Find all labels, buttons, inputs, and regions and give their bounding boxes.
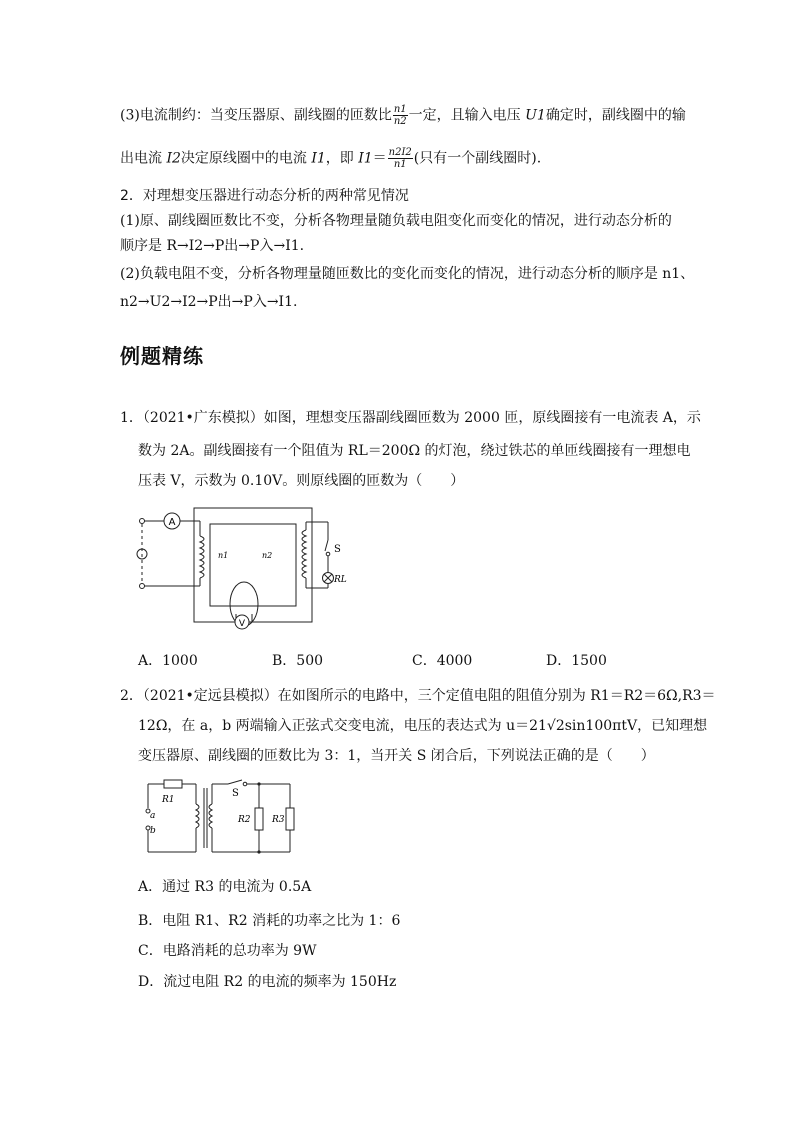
section2-item2-line2: n2→U2→I2→P出→P入→I1.: [120, 294, 298, 310]
section2-title: 2．对理想变压器进行动态分析的两种常见情况: [120, 188, 409, 204]
para3-line1: [120, 104, 686, 127]
text: ，即: [325, 150, 359, 167]
transformer-circuit-figure: [128, 500, 350, 636]
section2-item1-line1: (1)原、副线圈匝数比不变，分析各物理量随负载电阻变化而变化的情况，进行动态分析的: [120, 213, 672, 229]
text: 一定，且输入电压: [408, 107, 526, 124]
text: 决定原线圈中的电流: [180, 150, 312, 167]
q2-option-b[interactable]: B．电阻 R1、R2 消耗的功率之比为 1：6: [138, 913, 401, 929]
switch-label: S: [334, 544, 341, 555]
current-fraction: [388, 147, 413, 170]
q1-option-b[interactable]: B．500: [272, 653, 324, 669]
fraction-denominator: n2: [393, 116, 407, 127]
n1-label: n1: [218, 551, 229, 560]
q2-option-c[interactable]: C．电路消耗的总功率为 9W: [138, 943, 317, 959]
q2-line1: 2．（2021•定远县模拟）在如图所示的电路中，三个定值电阻的阻值分别为 R1＝R2＝6Ω,R3＝: [120, 688, 716, 704]
q1-line2: 数为 2A。副线圈接有一个阻值为 RL＝200Ω 的灯泡，绕过铁芯的单匝线圈接有一理想电: [138, 443, 691, 459]
q1-option-c[interactable]: C．4000: [412, 653, 473, 669]
section2-item1-line2: 顺序是 R→I2→P出→P入→I1.: [120, 238, 305, 254]
var-i2: I2: [166, 150, 181, 167]
text: ＝: [372, 150, 387, 167]
switch-label: S: [232, 788, 239, 799]
text: (只有一个副线圈时).: [413, 150, 542, 167]
fraction-denominator: n1: [393, 159, 407, 170]
text: (3)电流制约：当变压器原、副线圈的匝数比: [120, 107, 392, 124]
section2-item2-line1: (2)负载电阻不变，分析各物理量随匝数比的变化而变化的情况，进行动态分析的顺序是 n1、: [120, 266, 695, 282]
q2-line3: 变压器原、副线圈的匝数比为 3：1，当开关 S 闭合后，下列说法正确的是（ ）: [138, 748, 655, 764]
terminal-a-label: a: [150, 811, 156, 821]
section-heading: 例题精练: [120, 344, 204, 368]
q1-line3: 压表 V，示数为 0.10V。则原线圈的匝数为（ ）: [138, 473, 465, 489]
voltmeter-label: V: [238, 619, 246, 629]
fraction-numerator: n1: [393, 104, 407, 115]
text: 出电流: [120, 150, 167, 167]
r1-label: R1: [162, 795, 175, 805]
r3-label: R3: [272, 815, 285, 825]
q1-option-d[interactable]: D．1500: [546, 653, 607, 669]
q2-option-a[interactable]: A．通过 R3 的电流为 0.5A: [138, 879, 312, 895]
lamp-label: RL: [334, 575, 347, 585]
q1-option-a[interactable]: A．1000: [138, 653, 198, 669]
var-i1: I1: [358, 150, 373, 167]
var-u1: U1: [525, 107, 546, 124]
n2-label: n2: [262, 551, 273, 560]
terminal-b-label: b: [150, 826, 156, 836]
var-i1: I1: [311, 150, 326, 167]
q2-line2: 12Ω，在 a，b 两端输入正弦式交变电流，电压的表达式为 u＝21√2sin100πtV，已知理想: [138, 718, 708, 734]
q1-line1: 1．（2021•广东模拟）如图，理想变压器副线圈匝数为 2000 匝，原线圈接有一电流表 A，示: [120, 410, 701, 426]
r2-label: R2: [238, 815, 251, 825]
text: 确定时，副线圈中的输: [545, 107, 686, 124]
q2-option-d[interactable]: D．流过电阻 R2 的电流的频率为 150Hz: [138, 974, 397, 990]
turns-ratio-fraction: [393, 104, 408, 127]
fraction-numerator: n2I2: [388, 147, 412, 158]
para3-line2: [120, 147, 541, 170]
ammeter-label: A: [168, 517, 176, 528]
r1-r2-r3-circuit-figure: [140, 778, 300, 860]
